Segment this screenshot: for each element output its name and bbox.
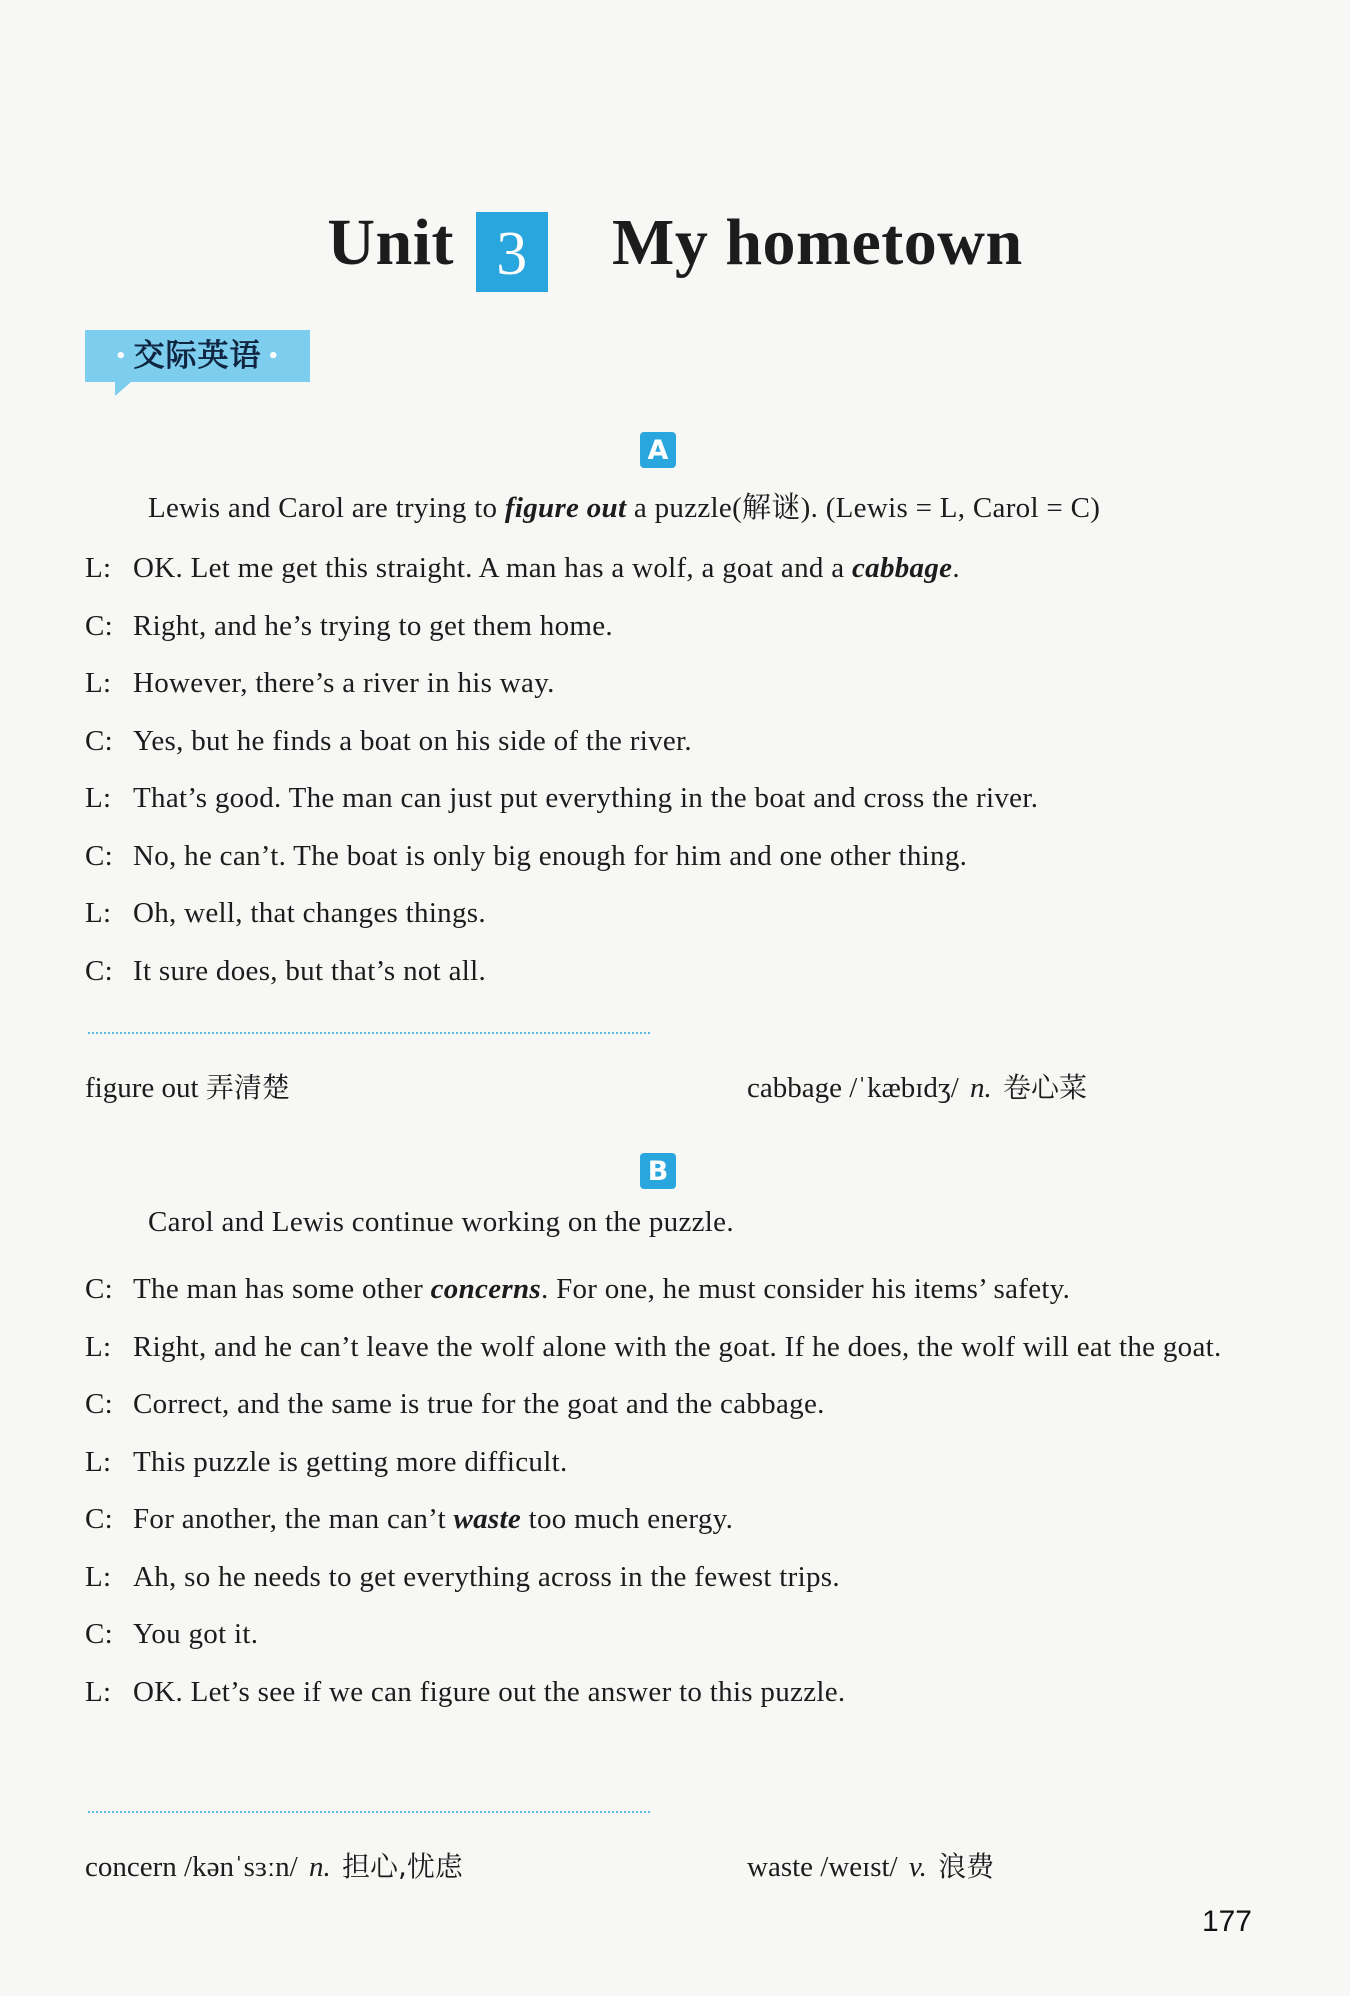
- dialogue-line: [85, 828, 1265, 886]
- dotted-divider: [88, 1811, 650, 1813]
- vocab-word: figure out: [85, 1072, 199, 1104]
- dialogue-line: [85, 943, 1265, 1001]
- dialogue-line: [85, 713, 1265, 771]
- dot-icon: •: [114, 346, 128, 367]
- vocab-word: cabbage: [747, 1072, 842, 1104]
- dialogue-line: [85, 1261, 1265, 1319]
- page-number: 177: [1201, 1905, 1252, 1938]
- vocab-item: [85, 1066, 290, 1106]
- line-text: Correct, and the same is true for the goat and the cabbage.: [133, 1388, 825, 1420]
- line-text: Right, and he’s trying to get them home.: [133, 609, 613, 642]
- speaker: L:: [85, 1330, 112, 1363]
- line-text: You got it.: [133, 1618, 259, 1650]
- vocab-item: [85, 1845, 463, 1885]
- speaker: L:: [85, 782, 112, 814]
- line-text: That’s good. The man can just put everything in the boat and cross the river.: [133, 782, 1039, 814]
- line-text: Yes, but he finds a boat on his side of the river.: [133, 724, 692, 757]
- dialogue-line: [85, 1376, 1265, 1434]
- intro-keyword: figure out: [504, 492, 627, 524]
- vocab-meaning: 浪费: [938, 1850, 995, 1883]
- unit-title: [0, 205, 1350, 292]
- vocab-phonetic: /kənˈsɜːn/: [184, 1851, 298, 1883]
- intro-text-end: a puzzle(解谜). (Lewis = L, Carol = C): [626, 492, 1101, 524]
- line-text: However, there’s a river in his way.: [133, 667, 555, 699]
- speaker: C:: [85, 1273, 113, 1305]
- vocab-item: [747, 1066, 1087, 1106]
- dialogue-line: [85, 540, 1265, 598]
- dot-icon: •: [267, 346, 281, 367]
- intro-text: Carol and Lewis continue working on the puzzle.: [148, 1206, 734, 1238]
- unit-name: My hometown: [612, 206, 1023, 279]
- line-text: The man has some other concerns. For one, he must consider his items’ safety.: [133, 1273, 1071, 1305]
- dialogue-line: [85, 1606, 1265, 1664]
- vocab-pos: n.: [970, 1072, 992, 1104]
- dialogue-line: [85, 1491, 1265, 1549]
- vocab-word: waste: [747, 1851, 814, 1883]
- line-text: Ah, so he needs to get everything across in the fewest trips.: [133, 1560, 840, 1593]
- dialogue-line: [85, 1664, 1265, 1722]
- dialogue-line: [85, 1434, 1265, 1492]
- section-tag: [85, 330, 310, 382]
- part-a-dialogue: [85, 540, 1265, 1000]
- line-text: This puzzle is getting more difficult.: [133, 1445, 568, 1478]
- speaker: C:: [85, 1618, 113, 1650]
- speaker: C:: [85, 724, 113, 757]
- vocab-pos: n.: [308, 1851, 331, 1883]
- speaker: L:: [85, 1560, 112, 1593]
- dialogue-line: [85, 598, 1265, 656]
- keyword: cabbage: [851, 552, 953, 584]
- vocab-phonetic: /ˈkæbɪdʒ/: [849, 1072, 959, 1104]
- part-a-badge: A: [640, 432, 676, 468]
- unit-number-badge: 3: [476, 212, 548, 292]
- line-text: OK. Let me get this straight. A man has a wolf, a goat and a cabbage.: [133, 552, 960, 584]
- section-tag-label: 交际英语: [133, 338, 262, 374]
- part-a-intro: [148, 485, 1100, 526]
- line-text: OK. Let’s see if we can figure out the answer to this puzzle.: [133, 1675, 846, 1708]
- speaker: C:: [85, 609, 113, 642]
- dotted-divider: [88, 1032, 650, 1034]
- keyword: concerns: [430, 1273, 541, 1305]
- intro-text: Lewis and Carol are trying to: [148, 492, 505, 524]
- dialogue-line: [85, 770, 1265, 828]
- speaker: L:: [85, 897, 112, 929]
- part-b-badge: B: [640, 1153, 676, 1189]
- dialogue-line: [85, 1549, 1265, 1607]
- line-text: Oh, well, that changes things.: [133, 897, 486, 929]
- speaker: L:: [85, 1445, 112, 1478]
- line-text: It sure does, but that’s not all.: [133, 954, 487, 987]
- vocab-meaning: 弄清楚: [205, 1071, 290, 1104]
- vocab-meaning: 担心,忧虑: [341, 1850, 463, 1883]
- speaker: L:: [85, 1675, 112, 1708]
- speaker: C:: [85, 1388, 113, 1420]
- part-b-dialogue: [85, 1261, 1265, 1721]
- speaker: C:: [85, 839, 113, 872]
- part-b-intro: [148, 1206, 734, 1239]
- keyword: waste: [453, 1503, 522, 1535]
- speaker: C:: [85, 954, 113, 987]
- speaker: L:: [85, 552, 112, 584]
- speaker: C:: [85, 1503, 113, 1535]
- dialogue-line: [85, 885, 1265, 943]
- speaker: L:: [85, 667, 112, 699]
- vocab-word: concern: [85, 1851, 177, 1883]
- vocab-phonetic: /weɪst/: [820, 1851, 898, 1883]
- line-text: For another, the man can’t waste too much energy.: [133, 1503, 734, 1535]
- dialogue-line: [85, 1319, 1265, 1377]
- dialogue-line: [85, 655, 1265, 713]
- unit-prefix: Unit: [327, 206, 455, 279]
- vocab-pos: v.: [908, 1851, 927, 1883]
- line-text: Right, and he can’t leave the wolf alone with the goat. If he does, the wolf will eat the goat.: [133, 1330, 1222, 1363]
- line-text: No, he can’t. The boat is only big enough for him and one other thing.: [133, 839, 968, 872]
- vocab-item: [747, 1845, 994, 1885]
- vocab-meaning: 卷心菜: [1003, 1071, 1088, 1104]
